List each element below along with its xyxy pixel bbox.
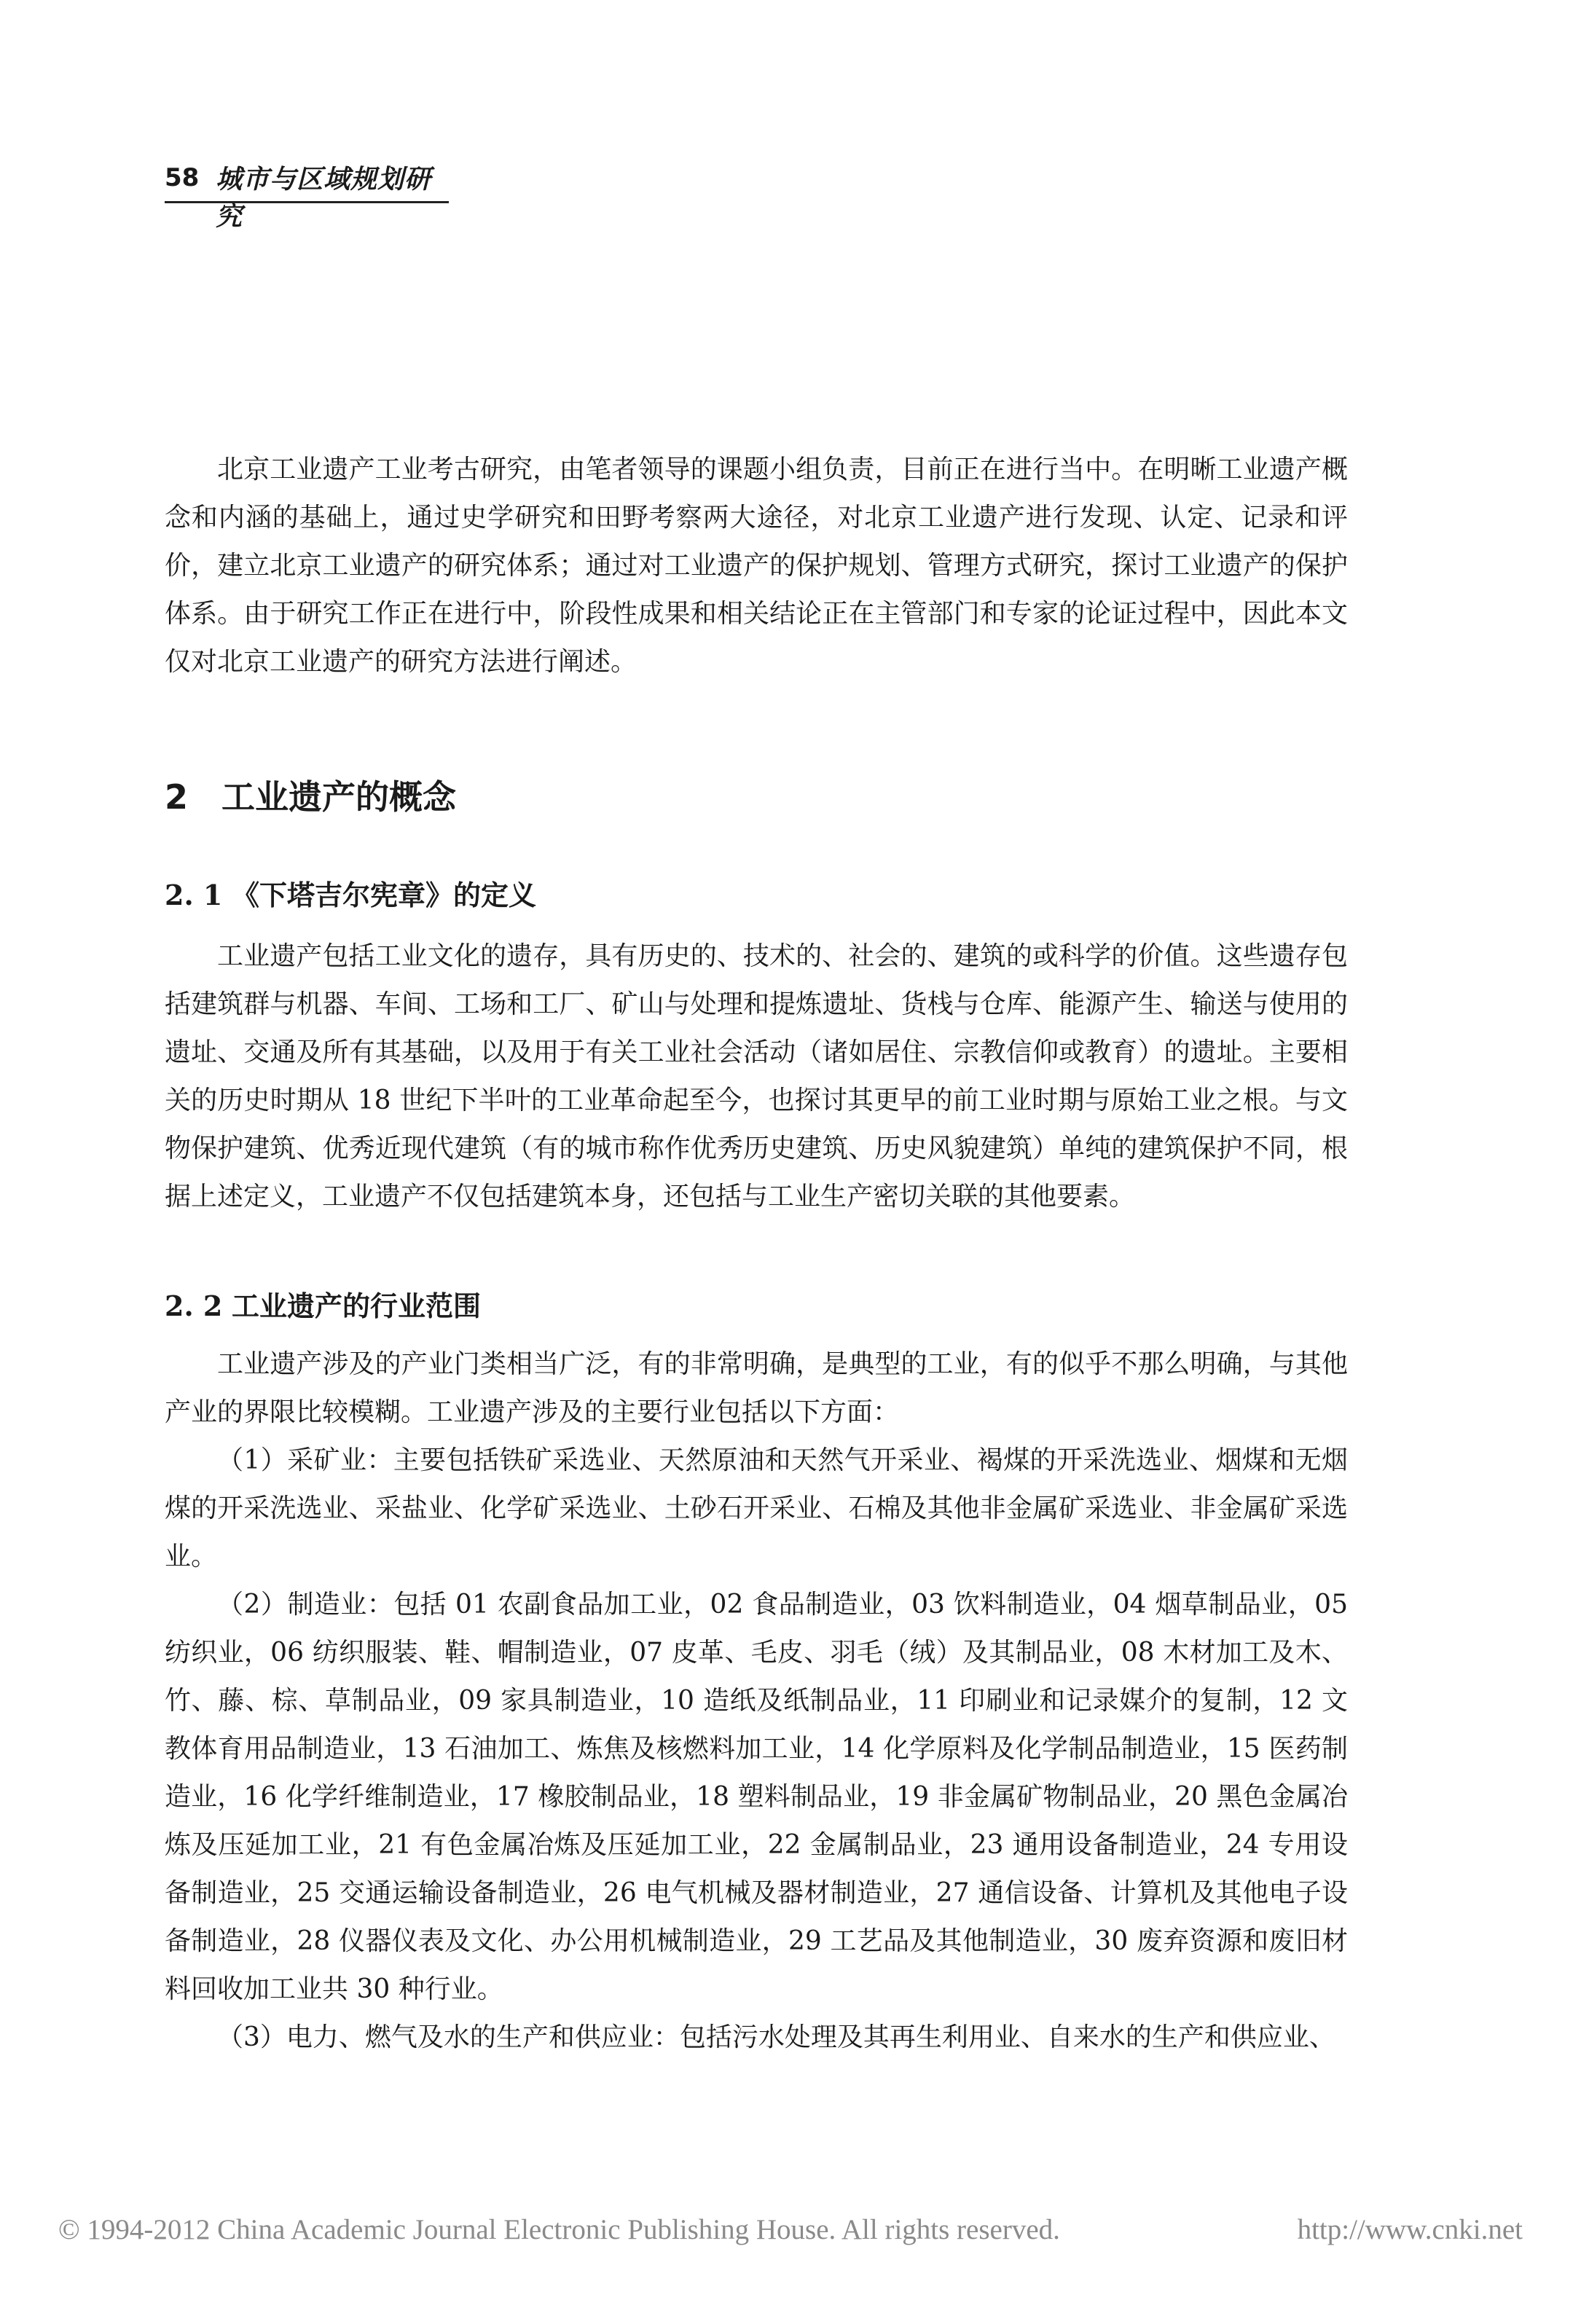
journal-name: 城市与区域规划研究 [216, 164, 432, 232]
subsection-number: 2. 2 [165, 1289, 223, 1322]
list-item-utilities: （3）电力、燃气及水的生产和供应业：包括污水处理及其再生利用业、自来水的生产和供应业、 [217, 2022, 1335, 2052]
copyright-footer [58, 2213, 1523, 2246]
industry-intro-paragraph: 工业遗产涉及的产业门类相当广泛，有的非常明确，是典型的工业，有的似乎不那么明确，与其他产业的界限比较模糊。工业遗产涉及的主要行业包括以下方面： [165, 1349, 1348, 1427]
running-header [165, 157, 449, 232]
intro-paragraph: 北京工业遗产工业考古研究，由笔者领导的课题小组负责，目前正在进行当中。在明晰工业遗产概念和内涵的基础上，通过史学研究和田野考察两大途径，对北京工业遗产进行发现、认定、记录和评价，建立北京工业遗产的研究体系；通过对工业遗产的保护规划、管理方式研究，探讨工业遗产的保护体系。由于研究工作正在进行中，阶段性成果和相关结论正在主管部门和专家的论证过程中，因此本文仅对北京工业遗产的研究方法进行阐述。 [165, 455, 1348, 677]
page-number: 58 [165, 163, 200, 192]
list-item-mining: （1）采矿业：主要包括铁矿采选业、天然原油和天然气开采业、褐煤的开采洗选业、烟煤和无烟煤的开采洗选业、采盐业、化学矿采选业、土砂石开采业、石棉及其他非金属矿采选业、非金属矿采选业。 [165, 1445, 1348, 1571]
copyright-text: © 1994-2012 China Academic Journal Electronic Publishing House. All rights reserved. [58, 2214, 1060, 2245]
subsection-number: 2. 1 [165, 879, 223, 911]
section-heading [165, 771, 456, 819]
definition-paragraph: 工业遗产包括工业文化的遗存，具有历史的、技术的、社会的、建筑的或科学的价值。这些遗存包括建筑群与机器、车间、工场和工厂、矿山与处理和提炼遗址、货栈与仓库、能源产生、输送与使用的遗址、交通及所有其基础，以及用于有关工业社会活动（诸如居住、宗教信仰或教育）的遗址。主要相关的历史时期从 18 世纪下半叶的工业革命起至今，也探讨其更早的前工业时期与原始工业之根。与文物保护建筑、优秀近现代建筑（有的城市称作优秀历史建筑、历史风貌建筑）单纯的建筑保护不同，根据上述定义，工业遗产不仅包括建筑本身，还包括与工业生产密切关联的其他要素。 [165, 941, 1348, 1212]
subsection-heading-2-2 [165, 1284, 481, 1324]
section-number: 2 [165, 777, 189, 817]
cnki-url: http://www.cnki.net [1297, 2214, 1523, 2245]
section-title: 工业遗产的概念 [221, 777, 456, 817]
list-item-manufacturing: （2）制造业：包括 01 农副食品加工业，02 食品制造业，03 饮料制造业，04 烟草制品业，05 纺织业，06 纺织服装、鞋、帽制造业，07 皮革、毛皮、羽毛（绒）及其制品业，08 木材加工及木、竹、藤、棕、草制品业，09 家具制造业，10 造纸及纸制品业，11 印刷业和记录媒介的复制，12 文教体育用品制造业，13 石油加工、炼焦及核燃料加工业，14 化学原料及化学制品制造业，15 医药制造业，16 化学纤维制造业，17 橡胶制品业，18 塑料制品业，19 非金属矿物制品业，20 黑色金属冶炼及压延加工业，21 有色金属冶炼及压延加工业，22 金属制品业，23 通用设备制造业，24 专用设备制造业，25 交通运输设备制造业，26 电气机械及器材制造业，27 通信设备、计算机及其他电子设备制造业，28 仪器仪表及文化、办公用机械制造业，29 工艺品及其他制造业，30 废弃资源和废旧材料回收加工业共 30 种行业。 [165, 1590, 1348, 2004]
subsection-title: 工业遗产的行业范围 [232, 1289, 482, 1322]
subsection-heading-2-1 [165, 873, 536, 913]
subsection-title: 《下塔吉尔宪章》的定义 [232, 879, 537, 911]
